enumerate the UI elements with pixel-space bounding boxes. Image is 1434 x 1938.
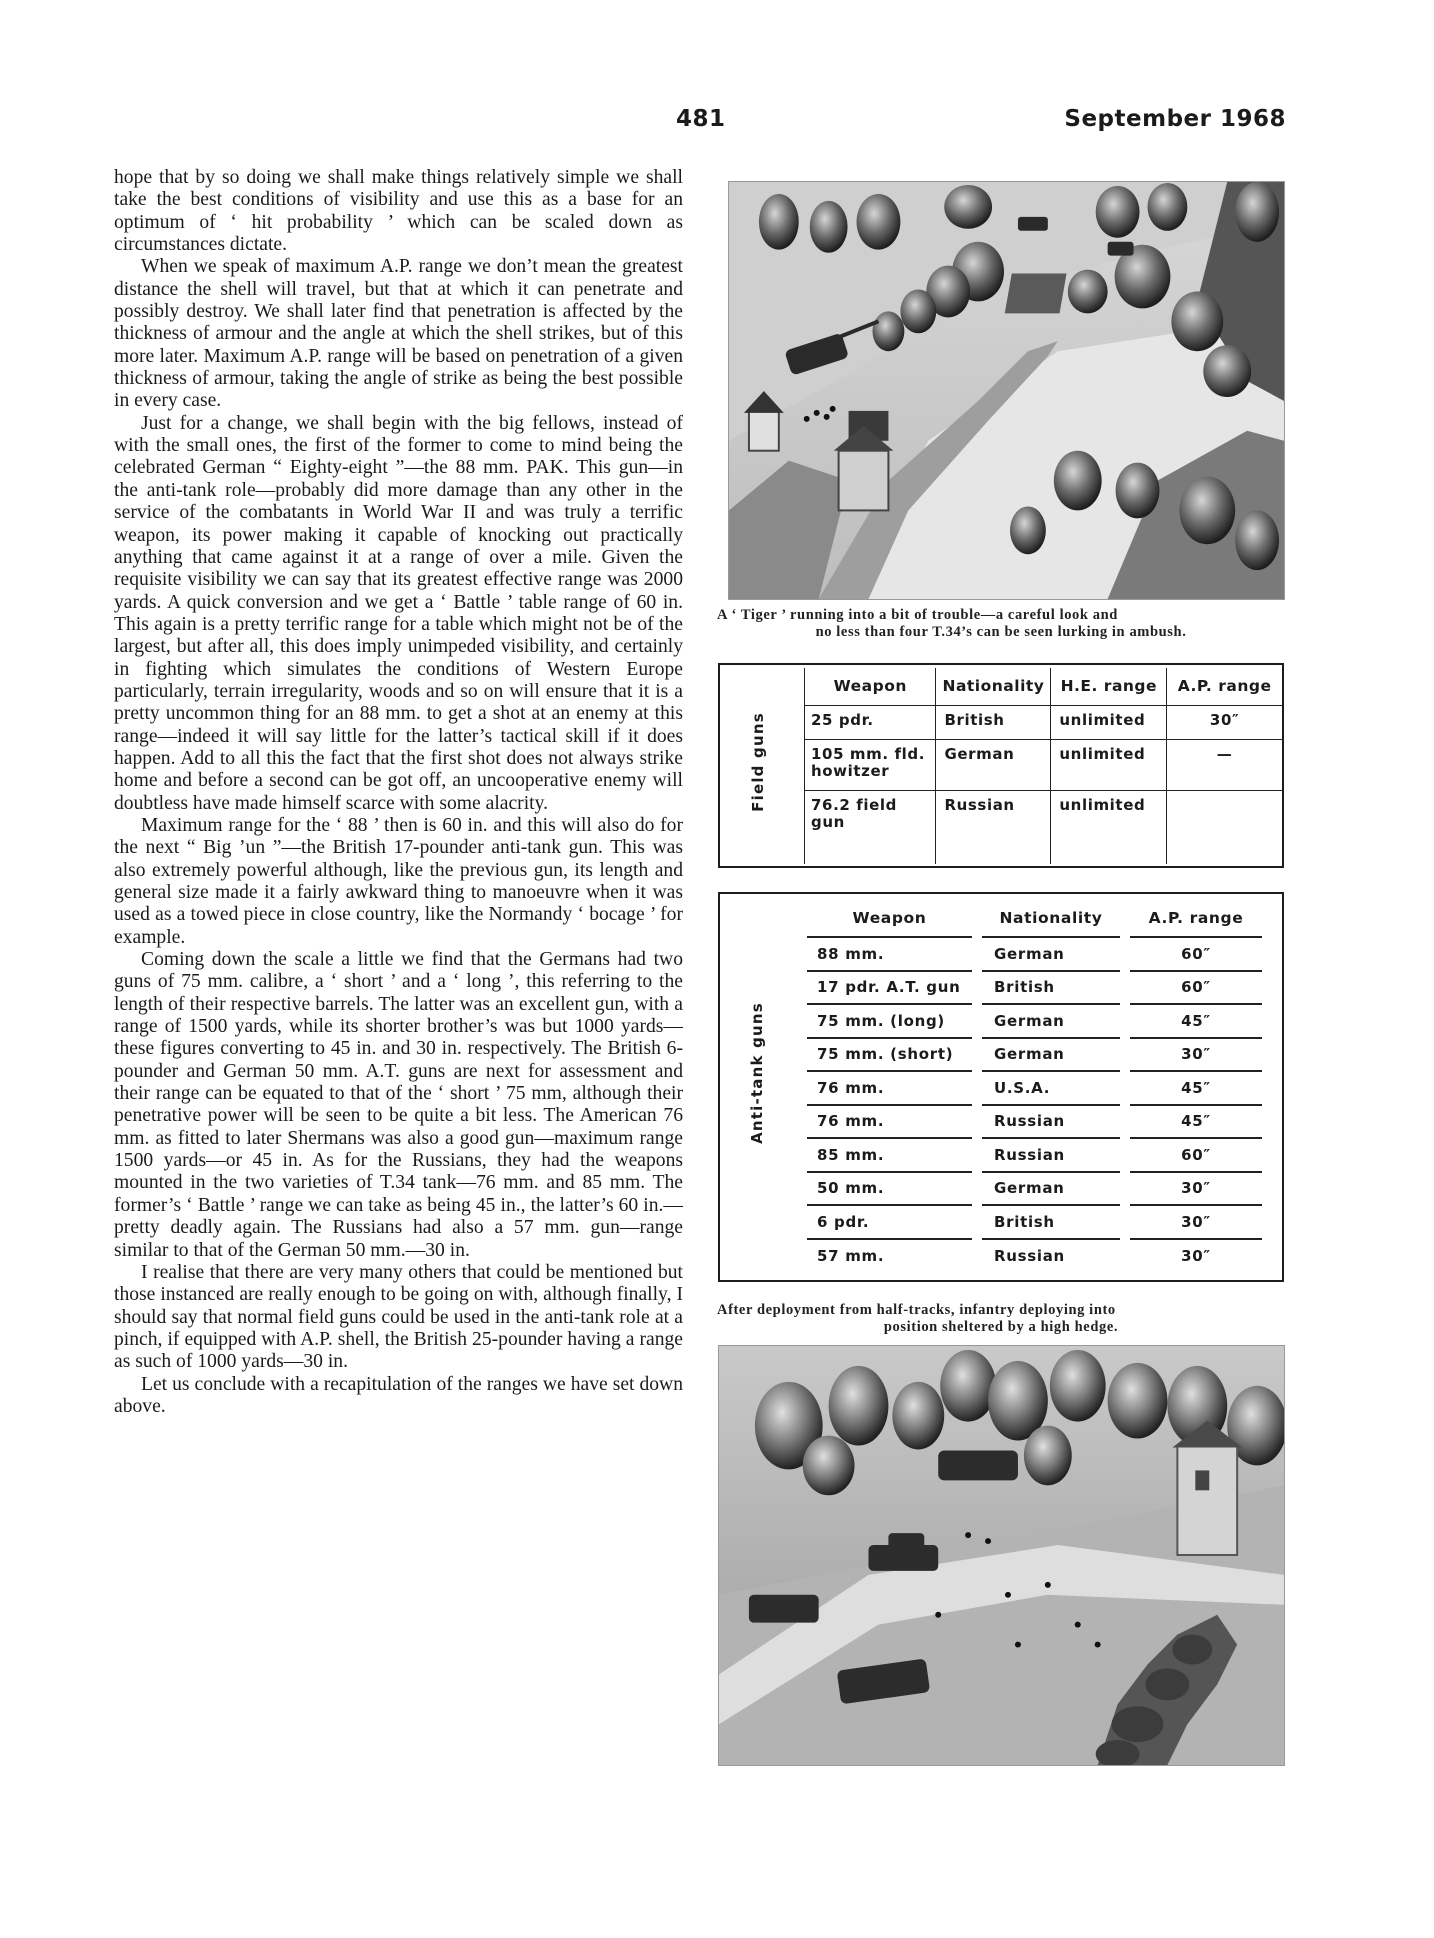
nationality-cell: U.S.A.: [982, 1072, 1120, 1106]
weapon-cell: 25 pdr.: [805, 705, 936, 739]
column-gap: [972, 1240, 982, 1274]
he-range-cell: unlimited: [1051, 790, 1167, 864]
weapon-cell: 76 mm.: [807, 1106, 972, 1140]
column-gap: [972, 1206, 982, 1240]
nationality-cell: German: [982, 938, 1120, 972]
column-gap: [1120, 972, 1130, 1006]
he-range-cell: unlimited: [1051, 705, 1167, 739]
article-paragraph: Coming down the scale a little we find that the Germans had two guns of 75 mm. calibre, a ‘ short ’ and a ‘ long ’, this referring to the length of their respective barrels. The latter was an excellent gun, with a range of 1500 yards, while its shorter brother’s was but 1000 yards—these figures converting to 45 in. and 30 in. respectively. The British 6-pounder and German 50 mm. A.T. guns are next for assessment and their range can be equated to that of the ‘ short ’ 75 mm, although their penetrative power will be seen to be quite a bit less. The American 76 mm. as fitted to later Shermans was also a good gun—maximum range 1500 yards—or 45 in. As for the Russians, they had the weapons mounted in the two varieties of T.34 tank—76 mm. and 85 mm. The former’s ‘ Battle ’ range we can take as being 45 in., the latter’s 60 in.—pretty deadly again. The Russians had also a 57 mm. gun—range similar to that of the German 50 mm.—30 in.: [114, 949, 683, 1261]
weapon-cell: 105 mm. fld. howitzer: [805, 739, 936, 790]
column-gap: [972, 1139, 982, 1173]
column-gap: [972, 972, 982, 1006]
caption-line: no less than four T.34’s can be seen lurking in ambush.: [815, 624, 1187, 640]
nationality-cell: German: [982, 1039, 1120, 1073]
ap-range-cell: 30″: [1130, 1173, 1262, 1207]
ap-range-cell: —: [1167, 739, 1282, 790]
column-gap: [1120, 1173, 1130, 1207]
table-row: [807, 1139, 1262, 1173]
column-gap: [1120, 899, 1130, 938]
nationality-cell: British: [936, 705, 1051, 739]
column-gap: [1120, 1240, 1130, 1274]
table-row: [805, 705, 1283, 739]
table-row: [807, 1039, 1262, 1073]
nationality-cell: German: [982, 1173, 1120, 1207]
caption-line: position sheltered by a high hedge.: [883, 1319, 1119, 1335]
weapon-cell: 75 mm. (long): [807, 1005, 972, 1039]
table-row: [807, 938, 1262, 972]
field-guns-side-label: Field guns: [749, 712, 767, 812]
page-number: 481: [676, 106, 726, 132]
caption-line: A ‘ Tiger ’ running into a bit of trouble—a careful look and: [717, 607, 1118, 623]
anti-tank-guns-table: [718, 892, 1284, 1282]
column-gap: [972, 938, 982, 972]
bottom-photo-caption: [717, 1302, 1285, 1336]
column-header-weapon: Weapon: [805, 668, 936, 705]
ap-range-cell: 45″: [1130, 1106, 1262, 1140]
nationality-cell: British: [982, 972, 1120, 1006]
column-gap: [972, 1039, 982, 1073]
field-guns-grid: [804, 668, 1282, 864]
ap-range-cell: 30″: [1130, 1039, 1262, 1073]
weapon-cell: 88 mm.: [807, 938, 972, 972]
ap-range-cell: [1167, 790, 1282, 864]
column-gap: [972, 899, 982, 938]
column-header-nationality: Nationality: [936, 668, 1051, 705]
article-body: [114, 167, 683, 1418]
table-row: [807, 1206, 1262, 1240]
article-paragraph: Just for a change, we shall begin with the big fellows, instead of with the small ones, the first of the former to come to mind being the celebrated German “ Eighty-eight ”—the 88 mm. PAK. This gun—in the anti-tank role—probably did more damage than any other in the service of the combatants in World War II and was truly a terrific weapon, its power making it capable of knocking out practically anything that came against it at a range of over a mile. Given the requisite visibility we can say that its greatest effective range was 2000 yards. A quick conversion and we get a ‘ Battle ’ table range of 60 in. This again is a pretty terrific range for a table which might not be of the largest, but after all, this does imply unimpeded visibility, and certainly in fighting which simulates the conditions of Western Europe particularly, terrain irregularity, woods and so on will ensure that it is a pretty uncommon thing for an 88 mm. to get a shot at an enemy at this range—indeed it will say little for the latter’s tactical skill if it does happen. Add to all this the fact that the first shot does not always strike home and before a second can be got off, an uncooperative enemy will doubtless have made himself scarce with some alacrity.: [114, 412, 683, 814]
ap-range-cell: 30″: [1130, 1206, 1262, 1240]
column-gap: [972, 1173, 982, 1207]
nationality-cell: British: [982, 1206, 1120, 1240]
weapon-cell: 17 pdr. A.T. gun: [807, 972, 972, 1006]
weapon-cell: 75 mm. (short): [807, 1039, 972, 1073]
column-header-nationality: Nationality: [982, 899, 1120, 938]
nationality-cell: Russian: [982, 1139, 1120, 1173]
ap-range-cell: 60″: [1130, 1139, 1262, 1173]
column-header-ap-range: A.P. range: [1130, 899, 1262, 938]
weapon-cell: 6 pdr.: [807, 1206, 972, 1240]
anti-tank-grid: [807, 899, 1262, 1273]
table-row: [807, 972, 1262, 1006]
ap-range-cell: 60″: [1130, 938, 1262, 972]
article-paragraph: I realise that there are very many others that could be mentioned but those instanced are really enough to be going on with, although finally, I should say that normal field guns could be used in the anti-tank role at a pinch, if equipped with A.P. shell, the British 25-pounder having a range as such of 1000 yards—30 in.: [114, 1261, 683, 1373]
table-row: [805, 790, 1283, 864]
ap-range-cell: 30″: [1181, 1247, 1211, 1266]
anti-tank-side-label: Anti-tank guns: [748, 1002, 766, 1144]
table-header-row: [807, 899, 1262, 938]
weapon-cell: 76 mm.: [807, 1072, 972, 1106]
tiger-ambush-photo: [728, 181, 1285, 600]
article-paragraph: Maximum range for the ‘ 88 ’ then is 60 in. and this will also do for the next “ Big ’un ”—the British 17-pounder anti-tank gun. This was also extremely powerful although, like the previous gun, its length and general size made it a fairly awkward thing to manoeuvre when it was used as a towed piece in close country, like the Normandy ‘ bocage ’ for example.: [114, 814, 683, 948]
table-header-row: [805, 668, 1283, 705]
caption-line: After deployment from half-tracks, infantry deploying into: [717, 1302, 1116, 1318]
column-gap: [1120, 1039, 1130, 1073]
column-header-he-range: H.E. range: [1051, 668, 1167, 705]
table-row: [807, 1072, 1262, 1106]
table-row: [807, 1106, 1262, 1140]
he-range-cell: unlimited: [1051, 739, 1167, 790]
weapon-cell: 85 mm.: [807, 1139, 972, 1173]
table-row: [805, 739, 1283, 790]
column-gap: [1120, 938, 1130, 972]
nationality-cell: Russian: [994, 1247, 1065, 1266]
column-gap: [1120, 1106, 1130, 1140]
ap-range-cell: 60″: [1130, 972, 1262, 1006]
table-row: [807, 1173, 1262, 1207]
nationality-cell: German: [982, 1005, 1120, 1039]
table-row: [807, 1240, 1262, 1274]
column-gap: [1120, 1072, 1130, 1106]
column-gap: [1120, 1139, 1130, 1173]
article-paragraph: Let us conclude with a recapitulation of the ranges we have set down above.: [114, 1373, 683, 1417]
ap-range-cell: 45″: [1130, 1072, 1262, 1106]
article-paragraph: hope that by so doing we shall make things relatively simple we shall take the best conditions of visibility and use this as a base for an optimum of ‘ hit probability ’ which can be scaled down as circumstances dictate.: [114, 167, 683, 256]
ap-range-cell: 30″: [1167, 705, 1282, 739]
weapon-cell: 76.2 field gun: [805, 790, 936, 864]
top-photo-caption: [717, 607, 1285, 641]
issue-date: September 1968: [1064, 106, 1286, 132]
table-row: [807, 1005, 1262, 1039]
column-gap: [1120, 1005, 1130, 1039]
weapon-cell: 50 mm.: [807, 1173, 972, 1207]
column-gap: [972, 1005, 982, 1039]
column-gap: [972, 1106, 982, 1140]
half-track-deployment-photo: [718, 1345, 1285, 1766]
ap-range-cell: 45″: [1130, 1005, 1262, 1039]
article-paragraph: When we speak of maximum A.P. range we don’t mean the greatest distance the shell will travel, but that at which it can penetrate and possibly destroy. We shall later find that penetration is affected by the thickness of armour and the angle at which the shell strikes, but of this more later. Maximum A.P. range will be based on penetration of a given thickness of armour, taking the angle of strike as being the best possible in every case.: [114, 256, 683, 412]
column-gap: [1120, 1206, 1130, 1240]
column-header-ap-range: A.P. range: [1167, 668, 1282, 705]
field-guns-table: [718, 663, 1284, 868]
nationality-cell: German: [936, 739, 1051, 790]
weapon-cell: 57 mm.: [817, 1247, 885, 1266]
nationality-cell: Russian: [936, 790, 1051, 864]
nationality-cell: Russian: [982, 1106, 1120, 1140]
column-gap: [972, 1072, 982, 1106]
column-header-weapon: Weapon: [807, 899, 972, 938]
